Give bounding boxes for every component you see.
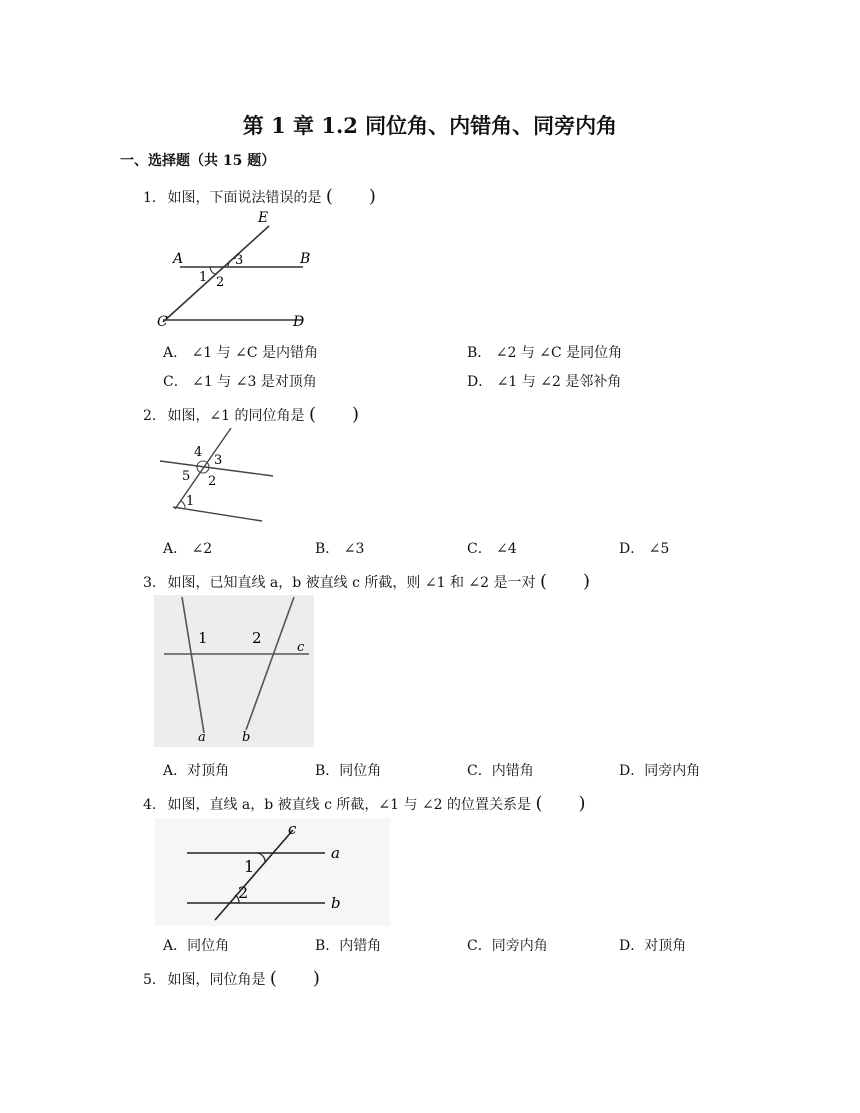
option-key: D． (619, 763, 645, 779)
label-c: C (157, 314, 168, 328)
question-number: 5. (143, 972, 157, 988)
answer-blank: ( ) (309, 404, 360, 425)
figure-background (154, 595, 314, 747)
label-e: E (258, 210, 269, 226)
option-key: C． (163, 374, 188, 390)
label-b: b (331, 894, 341, 912)
angle-label-2: 2 (252, 629, 262, 647)
option-text: 同位角 (187, 938, 230, 954)
option-c[interactable] (467, 538, 517, 558)
angle-label-2: 2 (238, 883, 249, 902)
label-b: B (300, 251, 311, 267)
question-stem: 如图，下面说法错误的是 (167, 190, 322, 206)
option-key: C． (467, 938, 492, 954)
angle-label-3: 3 (214, 453, 223, 468)
option-d[interactable] (467, 371, 621, 391)
option-text: ∠1 与 ∠C 是内错角 (191, 345, 319, 361)
option-key: B． (315, 763, 340, 779)
figure-q2 (155, 425, 280, 525)
question-stem: 如图，已知直线 a，b 被直线 c 所截，则 ∠1 和 ∠2 是一对 (167, 575, 536, 591)
option-a[interactable] (163, 538, 212, 558)
option-key: D． (619, 541, 645, 557)
label-a: a (198, 730, 206, 745)
option-text: ∠1 与 ∠2 是邻补角 (496, 374, 622, 390)
question-1 (143, 182, 376, 208)
transversal-ce (163, 226, 269, 322)
option-key: D． (619, 938, 645, 954)
option-text: ∠3 (343, 541, 365, 557)
option-key: C． (467, 763, 492, 779)
option-c[interactable] (163, 371, 317, 391)
line-lower (173, 507, 262, 521)
option-text: ∠5 (648, 541, 670, 557)
question-number: 3. (143, 575, 157, 591)
option-text: 内错角 (339, 938, 382, 954)
option-b[interactable] (315, 760, 381, 780)
question-number: 2. (143, 408, 157, 424)
option-c[interactable] (467, 935, 548, 955)
option-text: ∠4 (496, 541, 517, 557)
option-key: B． (467, 345, 492, 361)
option-c[interactable] (467, 760, 534, 780)
angle-label-2: 2 (208, 474, 217, 489)
label-b: b (242, 730, 251, 745)
question-number: 1. (143, 190, 157, 206)
angle-label-2: 2 (216, 275, 225, 290)
option-text: 同旁内角 (491, 938, 548, 954)
angle-label-3: 3 (235, 253, 244, 268)
option-text: ∠2 与 ∠C 是同位角 (495, 345, 623, 361)
answer-blank: ( ) (539, 571, 590, 592)
option-b[interactable] (315, 935, 381, 955)
section-heading: 一、选择题（共 15 题） (120, 153, 276, 169)
option-text: 对顶角 (644, 938, 687, 954)
page-title: 第 1 章 1.2 同位角、内错角、同旁内角 (242, 113, 618, 138)
question-number: 4. (143, 797, 157, 813)
label-a: a (331, 844, 340, 862)
option-key: A． (163, 541, 188, 557)
angle-label-1: 1 (198, 629, 208, 647)
option-text: ∠1 与 ∠3 是对顶角 (192, 374, 317, 390)
angle-arc-1 (181, 501, 185, 508)
option-b[interactable] (315, 538, 364, 558)
angle-label-1: 1 (244, 857, 255, 876)
option-a[interactable] (163, 935, 229, 955)
figure-background (155, 818, 390, 926)
angle-label-5: 5 (182, 469, 191, 484)
option-text: 同位角 (339, 763, 382, 779)
option-text: 对顶角 (187, 763, 230, 779)
option-text: 内错角 (491, 763, 534, 779)
label-c: c (297, 640, 305, 655)
angle-label-1: 1 (186, 494, 195, 509)
figure-q4 (155, 818, 390, 926)
option-a[interactable] (163, 760, 229, 780)
label-c: c (288, 820, 297, 838)
figure-q1 (155, 208, 320, 328)
angle-arc-1 (210, 267, 215, 274)
option-key: A． (163, 763, 188, 779)
angle-label-1: 1 (199, 270, 208, 285)
question-stem: 如图，∠1 的同位角是 (167, 408, 305, 424)
option-key: A． (163, 938, 188, 954)
answer-blank: ( ) (269, 968, 320, 989)
option-key: B． (315, 541, 340, 557)
option-d[interactable] (619, 935, 686, 955)
option-d[interactable] (619, 538, 669, 558)
question-4 (143, 789, 586, 815)
question-stem: 如图，直线 a，b 被直线 c 所截，∠1 与 ∠2 的位置关系是 (167, 797, 532, 813)
option-key: C． (467, 541, 492, 557)
option-key: A． (163, 345, 188, 361)
option-b[interactable] (467, 342, 622, 362)
answer-blank: ( ) (535, 793, 586, 814)
figure-q3 (154, 595, 314, 747)
option-key: D． (467, 374, 493, 390)
question-stem: 如图，同位角是 (167, 972, 266, 988)
question-3 (143, 567, 590, 593)
option-a[interactable] (163, 342, 318, 362)
angle-label-4: 4 (194, 445, 203, 460)
answer-blank: ( ) (325, 186, 376, 207)
question-2 (143, 400, 359, 426)
option-text: 同旁内角 (644, 763, 701, 779)
question-5 (143, 964, 320, 990)
label-a: A (173, 251, 184, 267)
option-key: B． (315, 938, 340, 954)
label-d: D (293, 314, 305, 328)
option-text: ∠2 (191, 541, 213, 557)
option-d[interactable] (619, 760, 700, 780)
